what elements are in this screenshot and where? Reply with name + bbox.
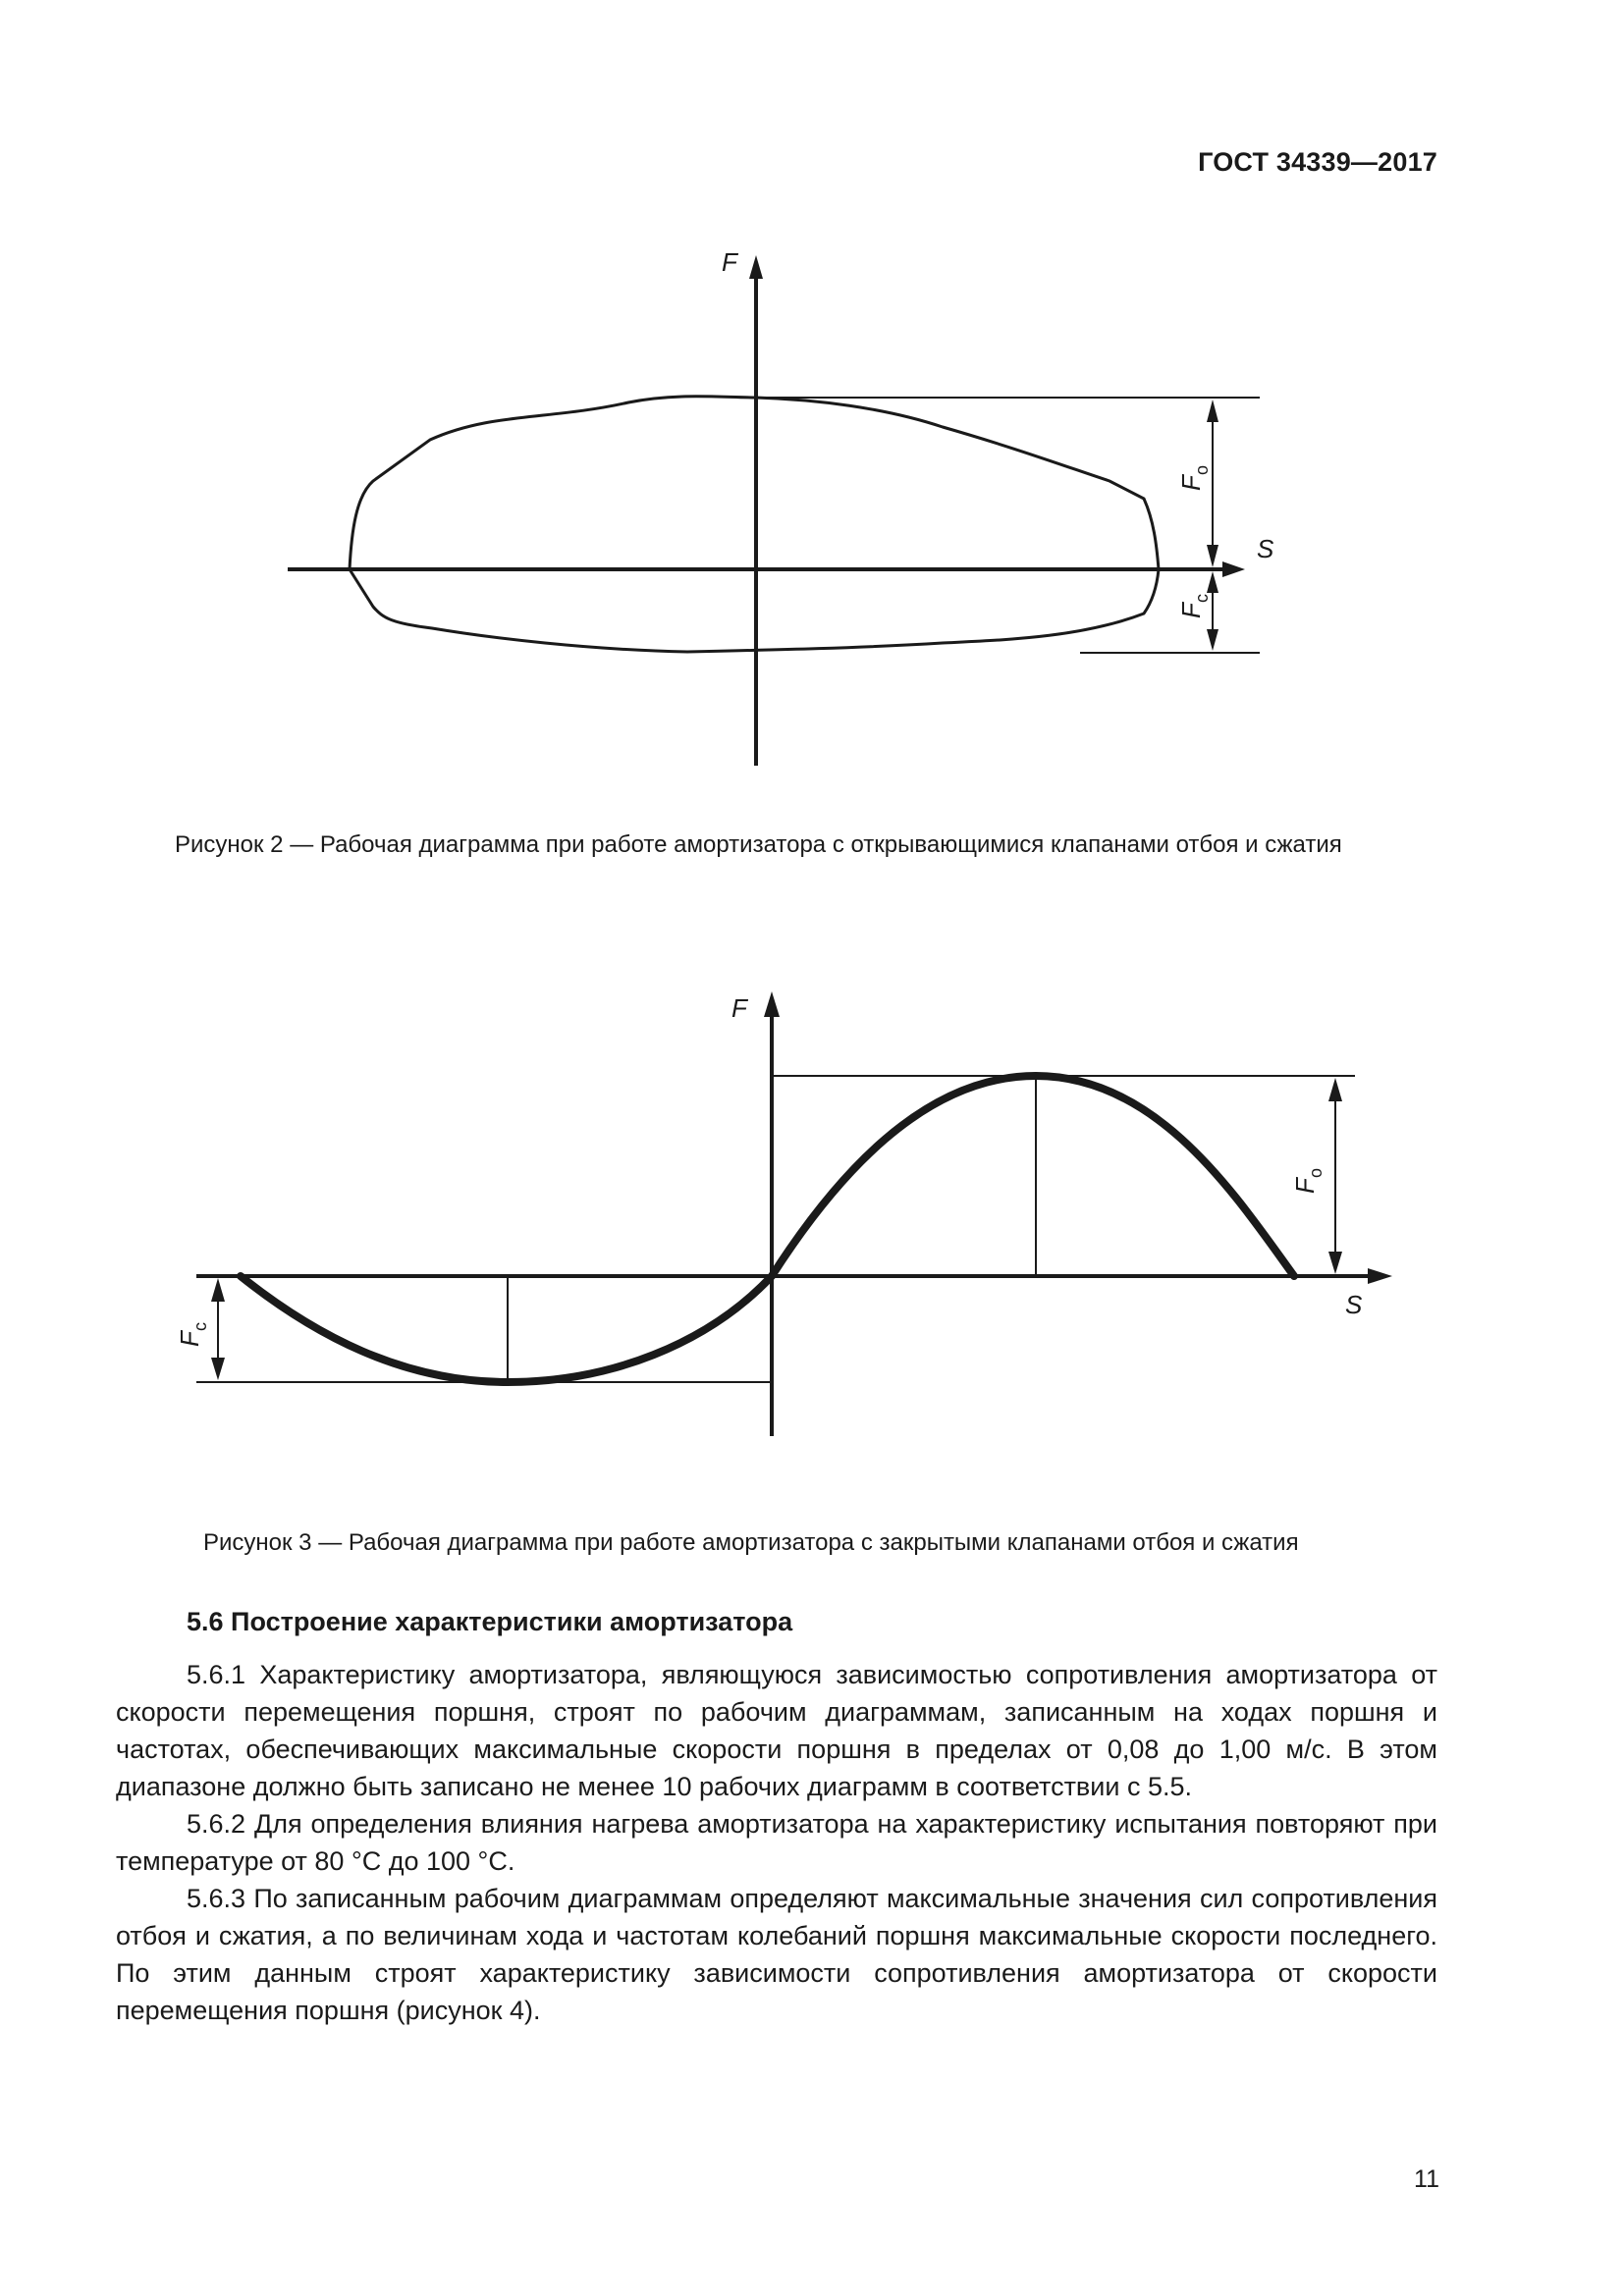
section-body xyxy=(116,1656,1437,2029)
fc-label xyxy=(175,1322,210,1347)
svg-text:F: F xyxy=(175,1331,204,1347)
f-axis-arrow xyxy=(764,991,780,1017)
s-axis-label: S xyxy=(1257,534,1274,563)
svg-text:F: F xyxy=(1176,603,1206,618)
fc-label xyxy=(1176,594,1212,618)
fc-arrow-bottom xyxy=(211,1358,225,1380)
page-number: 11 xyxy=(1414,2165,1439,2193)
fo-label xyxy=(1176,465,1212,491)
svg-text:с: с xyxy=(190,1322,210,1331)
figure-3-caption: Рисунок 3 — Рабочая диаграмма при работе амортизатора с закрытыми клапанами отбоя и сжатия xyxy=(203,1529,1299,1556)
fo-arrow-top xyxy=(1207,400,1218,422)
fo-label xyxy=(1290,1168,1326,1194)
paragraph-5-6-2: 5.6.2 Для определения влияния нагрева амортизатора на характеристику испытания повторяют при температуре от 80 °C до 100 °C. xyxy=(116,1809,1437,1876)
fo-arrow-top xyxy=(1328,1078,1342,1101)
fc-arrow-top xyxy=(1207,571,1218,593)
figure-3-diagram xyxy=(0,982,1624,1453)
figure-2-caption: Рисунок 2 — Рабочая диаграмма при работе амортизатора с открывающимися клапанами отбоя и сжатия xyxy=(175,831,1342,858)
paragraph-5-6-3: 5.6.3 По записанным рабочим диаграммам определяют максимальные значения сил сопротивления отбоя и сжатия, а по величинам хода и частотам колебаний поршня максимальные скорости последнего. По этим данным строят характеристику зависимости сопротивления амортизатора от скорости перемещения поршня (рисунок 4). xyxy=(116,1884,1437,2025)
f-axis-label: F xyxy=(722,247,737,277)
fo-arrow-bottom xyxy=(1207,545,1218,567)
fo-arrow-bottom xyxy=(1328,1252,1342,1274)
fc-arrow-top xyxy=(211,1278,225,1302)
figure-2 xyxy=(0,245,1624,795)
figure-2-diagram xyxy=(0,245,1624,795)
s-axis-arrow xyxy=(1368,1268,1392,1284)
svg-text:о: о xyxy=(1192,464,1212,475)
svg-text:о: о xyxy=(1306,1167,1326,1178)
s-axis-label: S xyxy=(1345,1290,1363,1319)
svg-text:F: F xyxy=(1290,1178,1320,1194)
document-code: ГОСТ 34339—2017 xyxy=(1198,147,1437,177)
fc-arrow-bottom xyxy=(1207,629,1218,651)
f-axis-arrow xyxy=(749,255,763,279)
svg-text:с: с xyxy=(1192,594,1212,603)
f-axis-label: F xyxy=(731,993,747,1023)
figure-3 xyxy=(0,982,1624,1453)
section-title: 5.6 Построение характеристики амортизатора xyxy=(187,1607,793,1636)
svg-text:F: F xyxy=(1176,475,1206,491)
s-axis-arrow xyxy=(1222,561,1245,577)
paragraph-5-6-1: 5.6.1 Характеристику амортизатора, являющуюся зависимостью сопротивления амортизатора от скорости перемещения поршня, строят по рабочим диаграммам, записанным на ходах поршня и частотах, обеспечивающих максимальные скорости поршня в пределах от 0,08 до 1,00 м/с. В этом диапазоне должно быть записано не менее 10 рабочих диаграмм в соответствии с 5.5. xyxy=(116,1660,1437,1801)
work-diagram-curve xyxy=(241,1076,1294,1382)
